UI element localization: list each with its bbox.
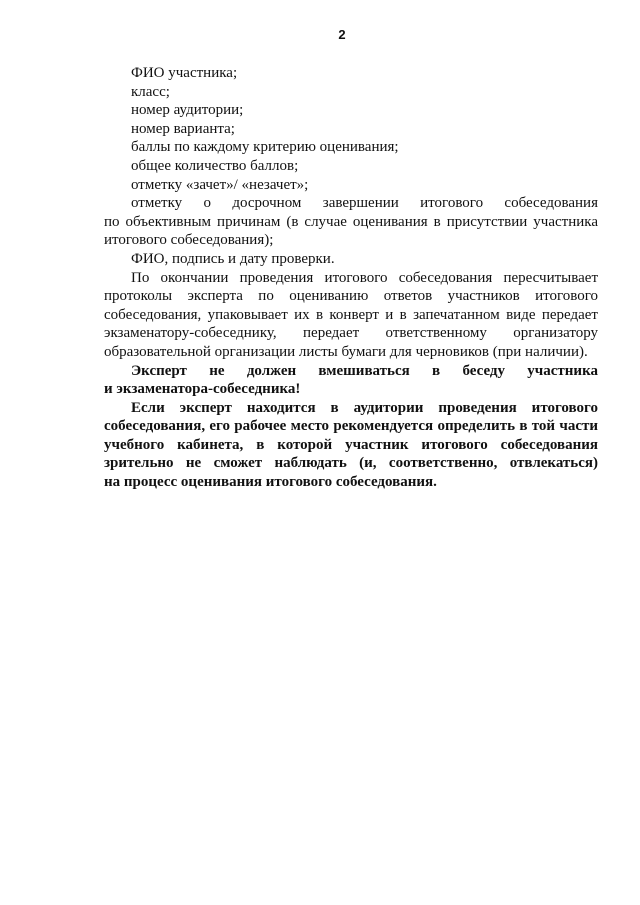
text-line: собеседования, упаковывает их в конверт и в запечатанном виде передает: [104, 306, 598, 323]
list-item: общее количество баллов;: [131, 157, 299, 174]
list-item: отметку «зачет»/ «незачет»;: [131, 176, 309, 193]
list-item: номер аудитории;: [131, 102, 244, 119]
page-number: 2: [338, 27, 346, 42]
text-line: экзаменатору-собеседнику, передает ответственному организатору: [104, 325, 598, 342]
text-line: ФИО, подпись и дату проверки.: [131, 250, 335, 267]
list-item: ФИО участника;: [131, 65, 238, 81]
text-line: учебного кабинета, в которой участник итогового собеседования: [104, 436, 598, 453]
paragraphs: [104, 194, 598, 492]
paragraph: [104, 399, 598, 492]
required-fields-list: [104, 64, 598, 194]
list-item: номер варианта;: [131, 120, 235, 137]
text-line: собеседования, его рабочее место рекомендуется определить в той части: [104, 418, 598, 435]
paragraph: [104, 269, 598, 362]
paragraph: [104, 362, 598, 399]
text-line: отметку о досрочном завершении итогового собеседования: [131, 195, 598, 212]
text-line: на процесс оценивания итогового собеседования.: [104, 474, 437, 491]
text-line: По окончании проведения итогового собеседования пересчитывает: [131, 269, 598, 286]
text-line: протоколы эксперта по оцениванию ответов участников итогового: [104, 288, 598, 305]
list-item: класс;: [131, 83, 170, 100]
text-line: Эксперт не должен вмешиваться в беседу участника: [131, 362, 598, 379]
paragraph: [104, 250, 598, 269]
paragraph: [104, 194, 598, 250]
text-line: Если эксперт находится в аудитории проведения итогового: [131, 399, 598, 416]
text-line: итогового собеседования);: [104, 232, 274, 249]
text-line: по объективным причинам (в случае оценивания в присутствии участника: [104, 213, 598, 230]
list-item: баллы по каждому критерию оценивания;: [131, 139, 399, 156]
document-body: [104, 64, 598, 492]
text-line: зрительно не сможет наблюдать (и, соответственно, отвлекаться): [104, 455, 598, 472]
text-line: образовательной организации листы бумаги для черновиков (при наличии).: [104, 343, 588, 360]
text-line: и экзаменатора-собеседника!: [104, 381, 301, 398]
